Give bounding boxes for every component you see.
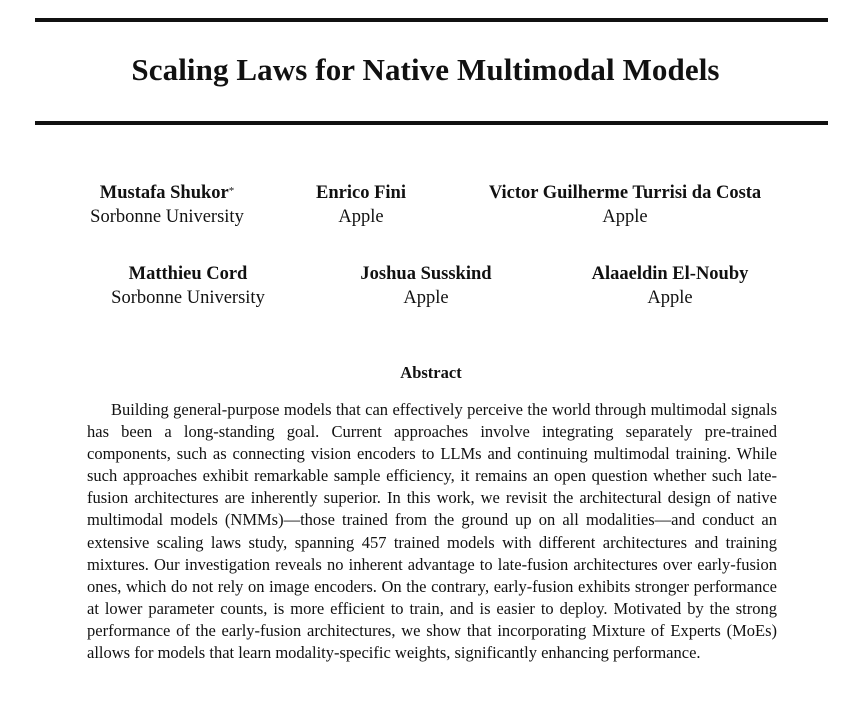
corresponding-author-mark: * [228, 185, 235, 197]
title-bottom-rule [35, 121, 828, 125]
author-affiliation: Apple [338, 207, 384, 227]
paper-title: Scaling Laws for Native Multimodal Models [131, 52, 720, 87]
author-affiliation: Sorbonne University [111, 288, 265, 308]
author-name: Matthieu Cord [128, 264, 248, 284]
author-affiliation: Apple [403, 288, 449, 308]
abstract-text: Building general-purpose models that can effectively perceive the world through multimodal signals has been a long-standing goal. Current approaches involve integrating separately pre-trained components, such as connecting vision encoders to LLMs and continuing multimodal training. While such approaches exhibit remarkable sample efficiency, it remains an open question whether such late-fusion architectures are inherently superior. In this work, we revisit the architectural design of native multimodal models (NMMs)—those trained from the ground up on all modalities—and conduct an extensive scaling laws study, spanning 457 trained models with different architectures and training mixtures. Our investigation reveals no inherent advantage to late-fusion architectures over early-fusion ones, which do not rely on image encoders. On the contrary, early-fusion exhibits stronger performance at lower parameter counts, is more efficient to train, and is easier to deploy. Motivated by the strong performance of the early-fusion architectures, we show that incorporating Mixture of Experts (MoEs) allows for models that learn modality-specific weights, significantly enhancing performance. [87, 400, 777, 663]
author-block [489, 181, 761, 229]
author-block [90, 181, 244, 229]
author-name: Mustafa Shukor* [99, 183, 235, 203]
author-block [360, 262, 491, 310]
author-block [111, 262, 265, 310]
author-name: Alaaeldin El-Nouby [591, 264, 749, 284]
author-block [316, 181, 406, 229]
author-name: Victor Guilherme Turrisi da Costa [488, 183, 762, 203]
author-affiliation: Sorbonne University [90, 207, 244, 227]
author-block [592, 262, 749, 310]
author-affiliation: Apple [647, 288, 693, 308]
author-affiliation: Apple [602, 207, 648, 227]
title-top-rule [35, 18, 828, 22]
abstract-heading: Abstract [400, 363, 462, 382]
author-name: Joshua Susskind [360, 264, 492, 284]
author-name: Enrico Fini [316, 183, 406, 203]
